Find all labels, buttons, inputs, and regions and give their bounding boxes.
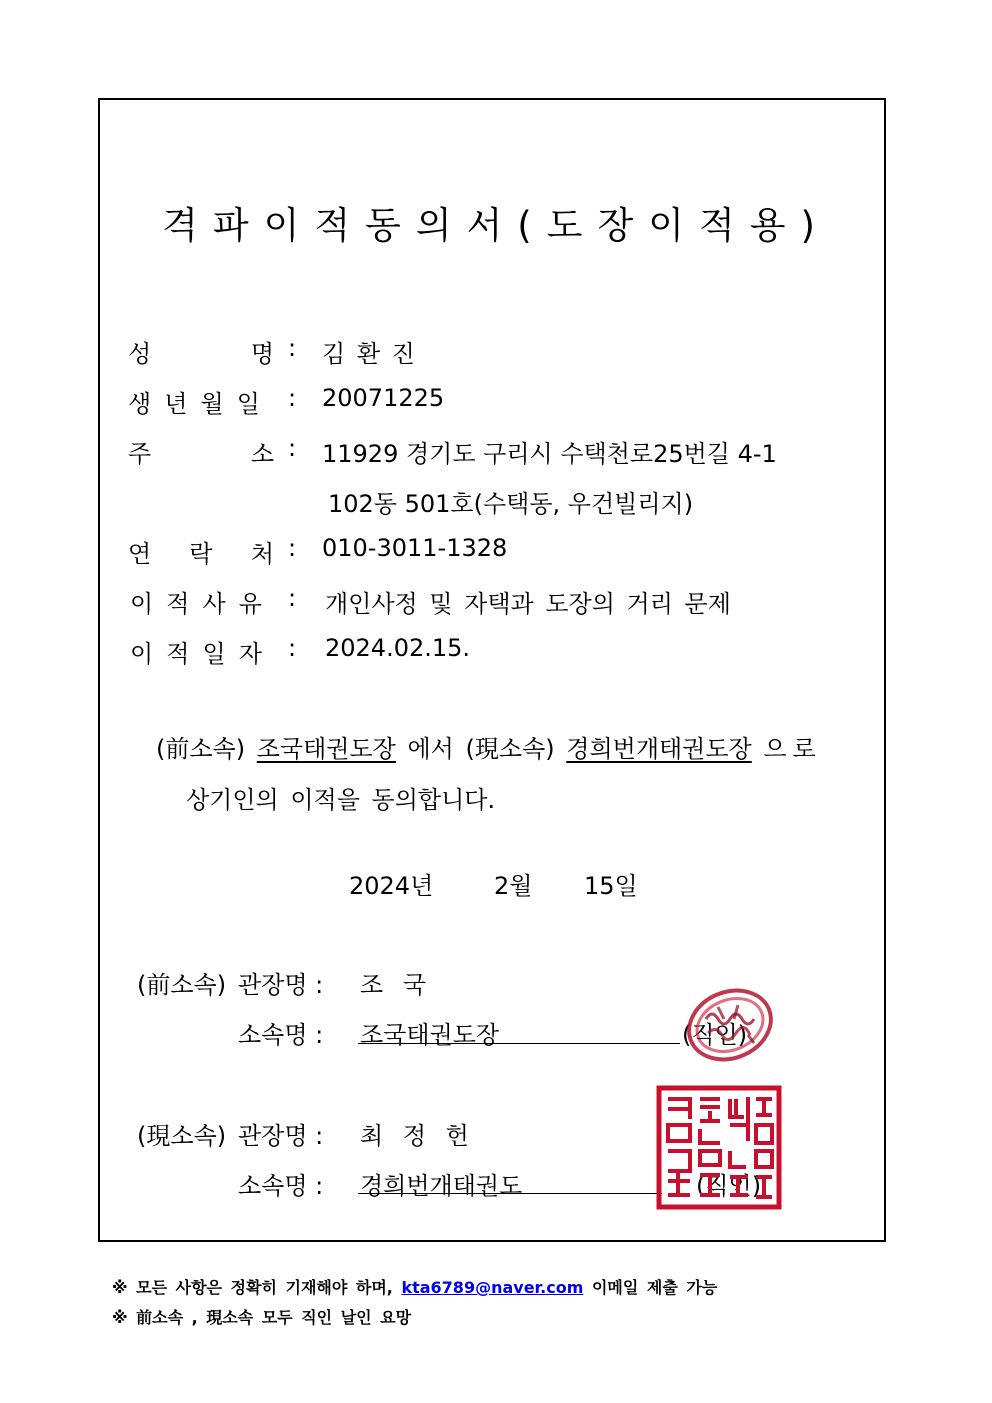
birth-value: 20071225 bbox=[322, 384, 445, 412]
prev-round-seal-image bbox=[678, 985, 782, 1065]
prev-gym-label: 소속명 : bbox=[238, 1021, 324, 1049]
prev-prefix: (前소속) bbox=[137, 971, 227, 999]
prev-head-value: 조 국 bbox=[360, 971, 432, 999]
sign-year: 2024년 bbox=[349, 872, 434, 900]
colon: : bbox=[288, 584, 297, 612]
address-line2: 102동 501호(수택동, 우건빌리지) bbox=[328, 490, 694, 518]
document-frame bbox=[98, 98, 886, 1242]
curr-gym-name: 경희번개태권도장 bbox=[566, 735, 752, 763]
birth-label: 생 년 월 일 bbox=[128, 390, 260, 418]
name-value: 김 환 진 bbox=[322, 340, 417, 368]
sign-day: 15일 bbox=[584, 872, 638, 900]
footnote-2: ※ 前소속 , 現소속 모두 직인 날인 요망 bbox=[112, 1308, 412, 1327]
date-label: 이 적 일 자 bbox=[130, 640, 262, 668]
consent-line2: 상기인의 이적을 동의합니다. bbox=[186, 786, 496, 814]
curr-head-value: 최 정 헌 bbox=[360, 1122, 475, 1150]
address-line1: 11929 경기도 구리시 수택천로25번길 4-1 bbox=[322, 440, 777, 468]
prev-gym-name: 조국태권도장 bbox=[256, 735, 396, 763]
curr-gym-label: 소속명 : bbox=[238, 1172, 324, 1200]
curr-head-label: 관장명 : bbox=[238, 1122, 324, 1150]
name-label: 성 명 bbox=[128, 340, 274, 368]
consent-line1: (前소속) 조국태권도장 에서 (現소속) 경희번개태권도장 으로 bbox=[156, 735, 822, 763]
email-link[interactable]: kta6789@naver.com bbox=[401, 1278, 584, 1297]
prev-seal-label: (직인) bbox=[682, 1021, 748, 1049]
curr-gym-value: 경희번개태권도 bbox=[360, 1172, 523, 1200]
document-title: 격파이적동의서(도장이적용) bbox=[162, 204, 830, 247]
colon: : bbox=[288, 434, 297, 462]
sign-month: 2월 bbox=[494, 872, 533, 900]
prev-head-label: 관장명 : bbox=[238, 971, 324, 999]
curr-seal-label: (직인) bbox=[696, 1172, 762, 1200]
colon: : bbox=[288, 534, 297, 562]
address-label: 주 소 bbox=[128, 440, 274, 468]
reason-label: 이 적 사 유 bbox=[130, 590, 262, 618]
curr-prefix: (現소속) bbox=[137, 1122, 227, 1150]
contact-value: 010-3011-1328 bbox=[322, 534, 508, 562]
prev-signature-line bbox=[358, 1043, 680, 1044]
colon: : bbox=[288, 384, 297, 412]
contact-label: 연 락 처 bbox=[128, 540, 274, 568]
footnote-1: ※ 모든 사항은 정확히 기재해야 하며, kta6789@naver.com 이메일 제출 가능 bbox=[112, 1278, 718, 1297]
curr-square-seal-image bbox=[656, 1085, 782, 1210]
colon: : bbox=[288, 634, 297, 662]
date-value: 2024.02.15. bbox=[325, 634, 471, 662]
reason-value: 개인사정 및 자택과 도장의 거리 문제 bbox=[325, 590, 731, 618]
prev-gym-value: 조국태권도장 bbox=[360, 1021, 500, 1049]
curr-signature-line bbox=[358, 1193, 662, 1194]
colon: : bbox=[288, 334, 297, 362]
